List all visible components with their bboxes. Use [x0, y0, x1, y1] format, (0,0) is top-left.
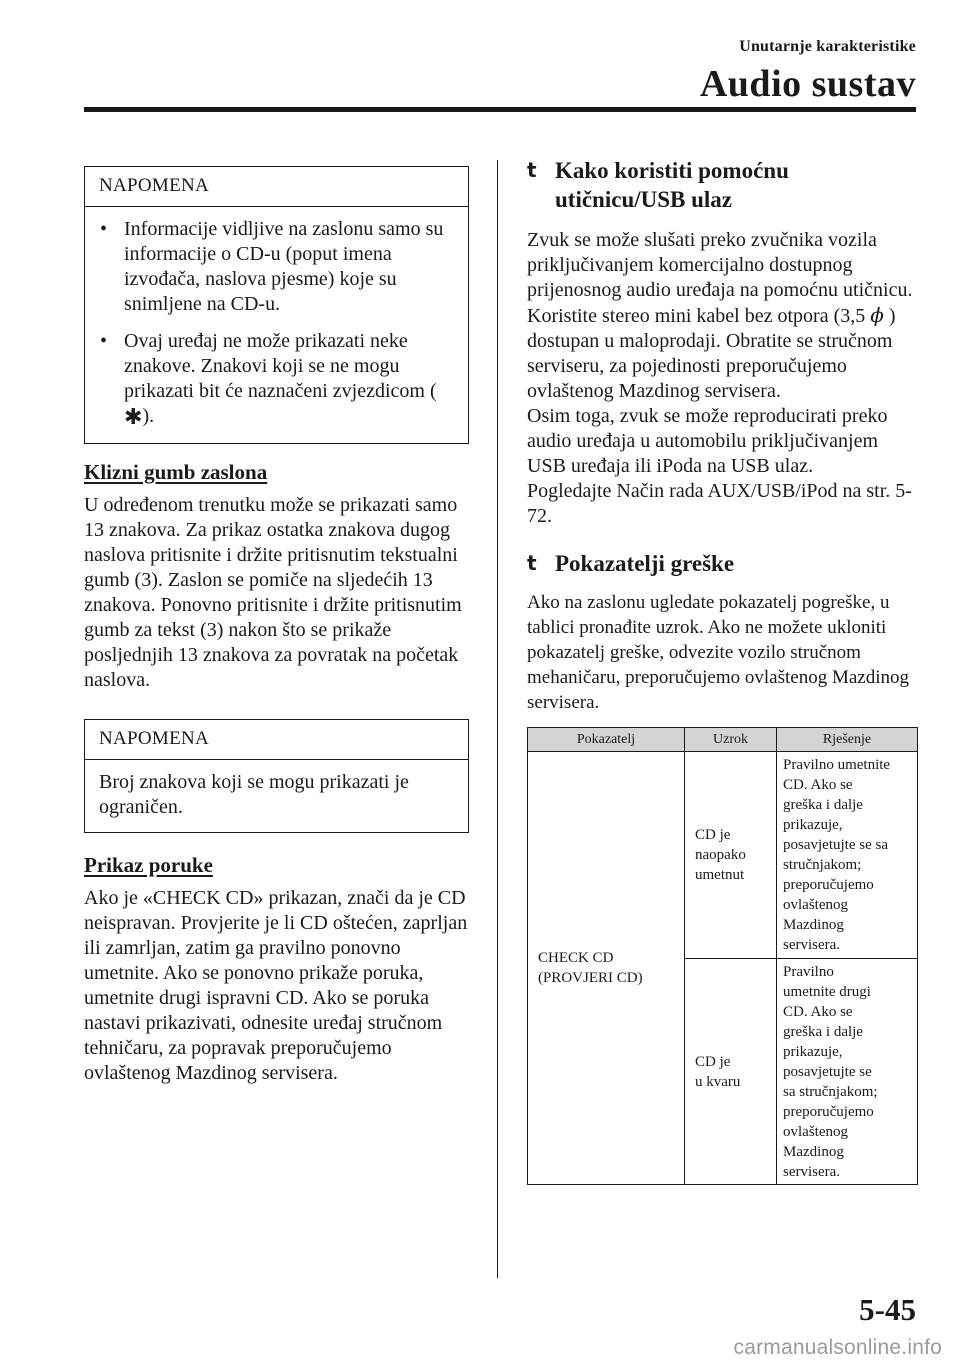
note-box-character-limit [84, 719, 469, 833]
table-cell-solution: Pravilno umetnite CD. Ako se greška i dalje prikazuje, posavjetujte se sa stručnjakom; preporučujemo ovlaštenog Mazdinog servisera. [777, 752, 918, 959]
aux-paragraph-2 [527, 303, 917, 404]
diameter-symbol: ϕ [870, 303, 884, 327]
scroll-button-paragraph: U određenom trenutku može se prikazati samo 13 znakova. Za prikaz ostatka znakova dugog naslova pritisnite i držite pritisnutim tekstualni gumb (3). Zaslon se pomiče na sljedećih 13 znakova. Ponovno pritisnite i držite pritisnutim gumb za tekst (3) nakon što se prikaže posljednjih 13 znakova za povratak na početak naslova. [84, 494, 462, 691]
note-body: Broj znakova koji se mogu prikazati je ograničen. [99, 771, 409, 818]
table-header-row [528, 728, 918, 752]
table-cell-cause: CD je u kvaru [685, 959, 777, 1185]
table-row [528, 752, 918, 959]
header-rule [84, 107, 916, 112]
watermark: carmanualsonline.info [733, 1336, 942, 1359]
aux-paragraph-2-text: Koristite stereo mini kabel bez otpora (3,5 [527, 305, 871, 327]
note-bullet-item [99, 329, 454, 429]
message-display-paragraph: Ako je «CHECK CD» prikazan, znači da je CD neispravan. Provjerite je li CD oštećen, zaprljan ili zamrljan, zatim ga pravilno ponovno umetnite. Ako se ponovno prikaže poruka, umetnite drugi ispravni CD. Ako se poruka nastavi prikazivati, odnesite uređaj stručnom tehničaru, za popravak preporučujemo ovlaštenog Mazdinog servisera. [84, 887, 468, 1084]
note-heading: NAPOMENA [85, 720, 468, 760]
bullet-icon: • [100, 218, 108, 240]
note-bullet-list [99, 217, 454, 429]
table-cell-cause: CD je naopako umetnut [685, 752, 777, 959]
right-column [527, 156, 917, 1185]
section-heading-line: utičnicu/USB ulaz [555, 187, 733, 212]
table-header-cause: Uzrok [685, 728, 777, 752]
note-body [85, 207, 468, 443]
table-header-indicator: Pokazatelj [528, 728, 685, 752]
section-heading-error-indicators [527, 549, 917, 578]
left-column [84, 166, 469, 1086]
aux-paragraph-4: Pogledajte Način rada AUX/USB/iPod na str. 5-72. [527, 480, 912, 527]
section-heading-text [555, 156, 789, 214]
error-indicator-table [527, 727, 918, 1185]
table-cell-solution: Pravilno umetnite drugi CD. Ako se greška i dalje prikazuje, posavjetujte se sa stručnjakom; preporučujemo ovlaštenog Mazdinog servisera. [777, 959, 918, 1185]
section-marker-icon: t [527, 158, 537, 182]
error-intro-paragraph: Ako na zaslonu ugledate pokazatelj pogreške, u tablici pronađite uzrok. Ako ne možete ukloniti pokazatelj greške, odvezite vozilo stručnom mehaničaru, preporučujemo ovlaštenog Mazdinog servisera. [527, 592, 909, 713]
note-heading: NAPOMENA [85, 167, 468, 207]
section-heading-aux-usb [527, 156, 917, 214]
page-number: 5-45 [859, 1292, 916, 1327]
running-header-section: Unutarnje karakteristike [739, 38, 916, 55]
note-bullet-closing: ). [142, 405, 155, 427]
table-cell-indicator: CHECK CD (PROVJERI CD) [528, 752, 685, 1185]
asterisk-icon: ✱ [124, 405, 143, 430]
aux-paragraph-2-text: ) dostupan u maloprodaji. Obratite se stručnom serviseru, za pojedinosti preporučujemo ovlaštenog Mazdinog servisera. [527, 305, 896, 402]
section-marker-icon: t [527, 551, 537, 575]
note-bullet-text: Informacije vidljive na zaslonu samo su informacije o CD-u (poput imena izvođača, naslova pjesme) koje su snimljene na CD-u. [124, 218, 444, 315]
section-heading-text: Pokazatelji greške [555, 551, 735, 576]
table-header-solution: Rješenje [777, 728, 918, 752]
aux-paragraph-3: Osim toga, zvuk se može reproducirati preko audio uređaja u automobilu priključivanjem USB uređaja ili iPoda na USB ulaz. [527, 405, 888, 477]
bullet-icon: • [100, 330, 108, 352]
aux-paragraph-1: Zvuk se može slušati preko zvučnika vozila priključivanjem komercijalno dostupnog prijenosnog audio uređaja na pomoćnu utičnicu. [527, 229, 913, 301]
note-bullet-text: Ovaj uređaj ne može prikazati neke znakove. Znakovi koji se ne mogu prikazati bit će naznačeni zvjezdicom ( [124, 330, 437, 402]
subheading-message-display: Prikaz poruke [84, 853, 213, 877]
page-title: Audio sustav [699, 63, 916, 105]
note-bullet-item [99, 217, 454, 317]
section-heading-line: Kako koristiti pomoćnu [555, 158, 789, 183]
subheading-scroll-button: Klizni gumb zaslona [84, 460, 268, 484]
note-box-display-info [84, 166, 469, 444]
column-divider [497, 160, 498, 1278]
